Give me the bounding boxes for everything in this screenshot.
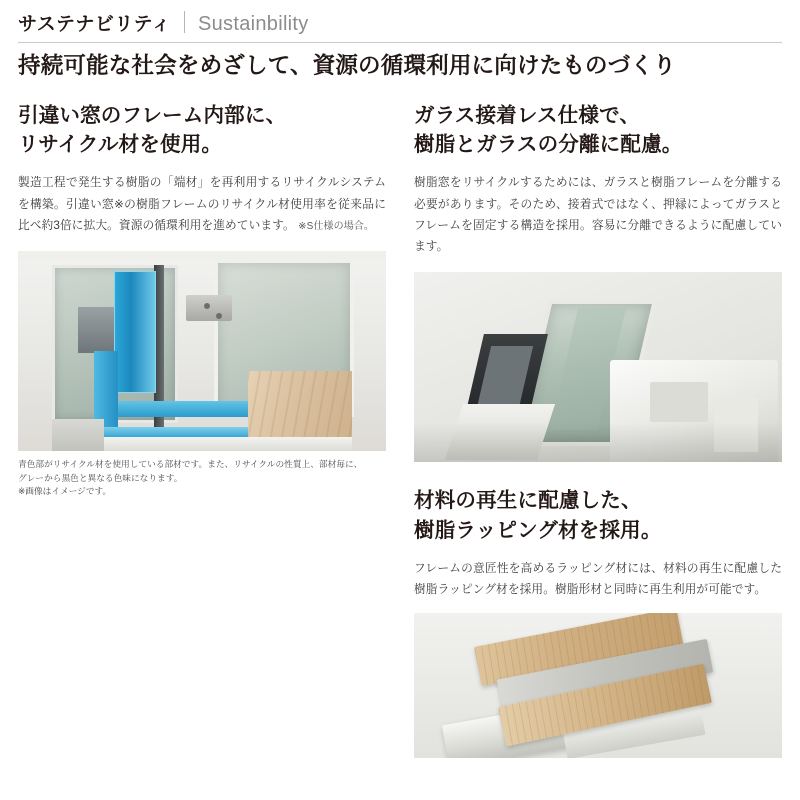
section-title (414, 101, 782, 159)
column-left (18, 101, 386, 758)
header-divider (184, 11, 185, 33)
recycled-material-part-4 (104, 427, 254, 437)
photo-caption (18, 458, 386, 498)
section-title-line1: 引違い窓のフレーム内部に、 (18, 104, 287, 127)
caption-line-3: ※画像はイメージです。 (18, 486, 112, 497)
section-glass-separation (414, 101, 782, 462)
section-body: フレームの意匠性を高めるラッピング材には、材料の再生に配慮した樹脂ラッピング材を採用。樹脂形材と同時に再生利用が可能です。 (414, 561, 782, 596)
column-right (414, 101, 782, 758)
page-header (18, 0, 782, 36)
page-title-en: Sustainbility (197, 13, 309, 35)
section-body: 樹脂窓をリサイクルするためには、ガラスと樹脂フレームを分離する必要があります。そのため、接着式ではなく、押縁によってガラスとフレームを固定する構造を採用。容易に分離できるように配慮しています。 (414, 176, 782, 254)
recycled-material-part-1 (114, 271, 156, 393)
header-underline (18, 42, 782, 43)
section-title-line2: 樹脂とガラスの分離に配慮。 (414, 133, 683, 157)
page-lede: 持続可能な社会をめざして、資源の循環利用に向けたものづくり (18, 53, 676, 78)
section-title-line2: 樹脂ラッピング材を採用。 (414, 518, 662, 542)
caption-line-2: グレーから黒色と異なる色味になります。 (18, 472, 183, 483)
section-body-text: 製造工程で発生する樹脂の「端材」を再利用するリサイクルシステムを構築。引違い窓※の樹脂フレームのリサイクル材使用率を従来品に比べ約3倍に拡大。資源の循環利用を進めています。 (18, 176, 386, 232)
section-title-line1: ガラス接着レス仕様で、 (414, 104, 641, 127)
glass-resin-profile-photo (414, 272, 782, 462)
recycled-material-part-3 (118, 401, 248, 417)
section-title (414, 486, 782, 544)
section-resin-wrapping (414, 486, 782, 758)
resin-wrapping-boards-photo (414, 613, 782, 758)
frame-grey-lower (52, 419, 104, 451)
section-title-line2: リサイクル材を使用。 (18, 133, 223, 157)
recycled-material-part-2 (94, 351, 118, 429)
section-title-line1: 材料の再生に配慮した、 (414, 489, 642, 513)
caption-line-1: 青色部がリサイクル材を使用している部材です。また、リサイクルの性質上、部材毎に、 (18, 459, 363, 470)
resin-frame-cavity-1 (650, 382, 708, 422)
section-body-note: ※S仕様の場合。 (298, 220, 374, 232)
section-title (18, 101, 386, 159)
photo-shadow (414, 422, 782, 462)
section-recycled-frame (18, 101, 386, 499)
window-frame-cutaway-photo (18, 251, 386, 451)
content-columns (18, 101, 782, 758)
section-body (18, 172, 386, 236)
page-title-jp: サステナビリティ (18, 14, 171, 35)
